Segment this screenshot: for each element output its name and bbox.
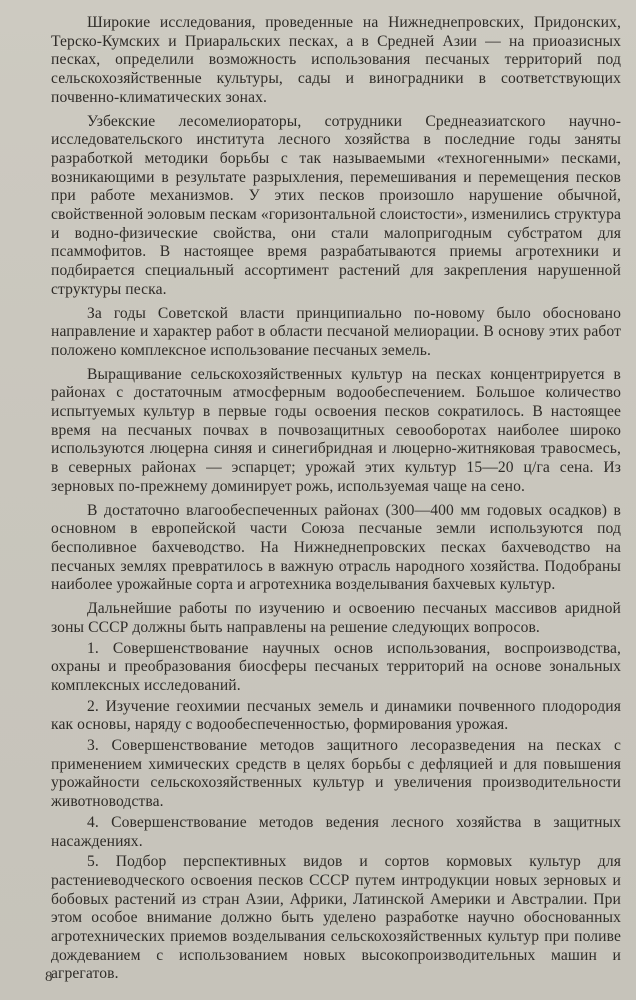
paragraph-sand-research: Широкие исследования, проведенные на Нижнеднепровских, Придонских, Терско-Кумских и Приаральских песках, а в Средней Азии — на приоазисных песках, определили возможность использования песчаных территорий под сельскохозяйственные культуры, сады и виноградники в соответствующих почвенно-климатических зонах. bbox=[51, 14, 621, 106]
paragraph-crop-cultivation: Выращивание сельскохозяйственных культур на песках концентрируется в районах с достаточным атмосферным водообеспечением. Большое количество испытуемых культур в первые годы освоения песков сократилось. В настоящее время на песчаных почвах в почвозащитных севооборотах наиболее широко используются люцерна синяя и синегибридная и люцерно-житняковая травосмесь, в северных районах — эспарцет; урожай этих культур 15—20 ц/га сена. Из зерновых по-прежнему доминирует рожь, используемая чаще на сено. bbox=[51, 365, 621, 495]
page-number: 8 bbox=[45, 969, 53, 985]
paragraph-soviet-period: За годы Советской власти принципиально по-новому было обосновано направление и характер работ в области песчаной мелиорации. В основу этих работ положено комплексное использование песчаных земель. bbox=[51, 304, 621, 359]
list-item-3: 3. Совершенствование методов защитного лесоразведения на песках с применением химических средств в целях борьбы с дефляцией и для повышения урожайности сельскохозяйственных культур и увеличения производительности животноводства. bbox=[51, 737, 621, 811]
paragraph-future-work: Дальнейшие работы по изучению и освоению песчаных массивов аридной зоны СССР должны быть направлены на решение следующих вопросов. bbox=[51, 600, 621, 636]
list-item-4: 4. Совершенствование методов ведения лесного хозяйства в защитных насаждениях. bbox=[51, 813, 621, 850]
body-text bbox=[51, 14, 621, 986]
list-item-5: 5. Подбор перспективных видов и сортов кормовых культур для растениеводческого освоения песков СССР путем интродукции новых зерновых и бобовых растений из стран Азии, Африки, Латинской Америки и Австралии. При этом особое внимание должно быть уделено разработке научно обоснованных агротехнических приемов возделывания сельскохозяйственных культур при поливе дождеванием с использованием новых высокопроизводительных машин и агрегатов. bbox=[51, 853, 621, 983]
paragraph-melon-growing: В достаточно влагообеспеченных районах (300—400 мм годовых осадков) в основном в европейской части Союза песчаные земли используются под бесполивное бахчеводство. На Нижнеднепровских песках бахчеводство на песчаных землях превратилось в важную отрасль народного хозяйства. Подобраны наиболее урожайные сорта и агротехника возделывания бахчевых культур. bbox=[51, 501, 621, 594]
list-item-1: 1. Совершенствование научных основ использования, воспроизводства, охраны и преобразования биосферы песчаных территорий на основе зональных комплексных исследований. bbox=[51, 639, 621, 694]
paragraph-uzbek-foresters: Узбекские лесомелиораторы, сотрудники Среднеазиатского научно-исследовательского института лесного хозяйства в последние годы заняты разработкой методики борьбы с так называемыми «техногенными» песками, возникающими в результате разрыхления, перемешивания и перемещения песков при работе механизмов. У этих песков произошло нарушение обычной, свойственной эоловым пескам «горизонтальной слоистости», изменились структура и водно-физические свойства, они стали малопригодным субстратом для псаммофитов. В настоящее время разрабатываются приемы агротехники и подбирается специальный ассортимент растений для закрепления нарушенной структуры песка. bbox=[51, 112, 621, 298]
list-item-2: 2. Изучение геохимии песчаных земель и динамики почвенного плодородия как основы, наряду с водообеспеченностью, формирования урожая. bbox=[51, 697, 621, 734]
